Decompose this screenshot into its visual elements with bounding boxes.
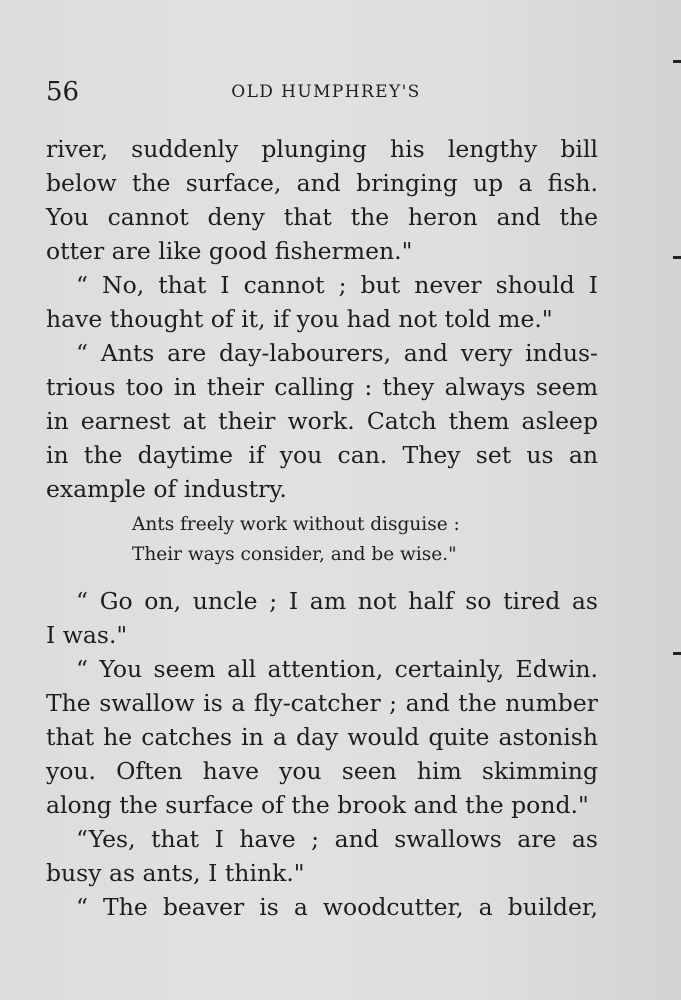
text-line: “ The beaver is a woodcutter, a builder, [76,893,598,921]
page-edge-mark [673,60,681,63]
text-line: “ Go on, uncle ; I am not half so tired as [76,587,598,615]
page-number: 56 [46,77,80,107]
text-line: The swallow is a fly-catcher ; and the number [46,689,598,717]
text-line: “Yes, that I have ; and swallows are as [76,825,598,853]
text-line: river, suddenly plunging his lengthy bill [46,135,598,163]
paragraph-block [46,584,598,924]
text-line: you. Often have you seen him skimming [46,757,598,785]
text-line: “ No, that I cannot ; but never should I [76,271,598,299]
text-line: in earnest at their work. Catch them asleep [46,407,598,435]
page-header [46,76,606,112]
text-line: have thought of it, if you had not told me." [46,305,553,333]
page-edge-mark [673,256,681,259]
body-text [46,132,598,924]
text-line: example of industry. [46,475,287,503]
verse-line: Their ways consider, and be wise." [132,544,457,565]
verse-block [46,510,598,570]
text-line: along the surface of the brook and the pond." [46,791,589,819]
running-head: OLD HUMPHREY'S [231,82,421,102]
text-line: busy as ants, I think." [46,859,305,887]
page-edge-mark [673,652,681,655]
text-line: otter are like good fishermen." [46,237,413,265]
text-line: You cannot deny that the heron and the [46,203,598,231]
text-line: that he catches in a day would quite astonish [46,723,598,751]
text-line: “ You seem all attention, certainly, Edwin. [76,655,598,683]
text-line: in the daytime if you can. They set us an [46,441,598,469]
text-line: “ Ants are day-labourers, and very indus- [76,339,598,367]
paragraph-block [46,132,598,506]
text-line: I was." [46,621,128,649]
text-line: trious too in their calling : they always seem [46,373,598,401]
text-line: below the surface, and bringing up a fish. [46,169,598,197]
verse-line: Ants freely work without disguise : [132,514,460,535]
